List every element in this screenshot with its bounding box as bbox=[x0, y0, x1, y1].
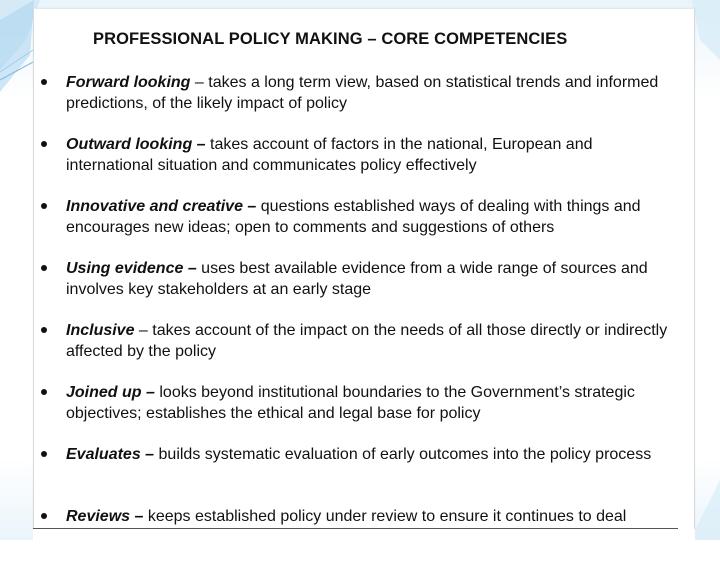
bullet-icon bbox=[41, 203, 47, 209]
bullet-icon bbox=[41, 389, 47, 395]
competency-term: Innovative and creative – bbox=[66, 198, 257, 215]
bullet-icon bbox=[41, 451, 47, 457]
list-item bbox=[38, 72, 678, 134]
page-bottom-mask bbox=[33, 529, 695, 540]
competency-description: looks beyond institutional boundaries to the Government’s strategic objectives; establishes the ethical and legal base for policy bbox=[66, 384, 635, 422]
competency-list bbox=[38, 72, 678, 568]
list-item bbox=[38, 258, 678, 320]
list-item bbox=[38, 444, 678, 506]
bullet-icon bbox=[41, 327, 47, 333]
competency-term: Forward looking bbox=[66, 74, 191, 91]
list-item bbox=[38, 134, 678, 196]
competency-description: takes account of factors in the national, European and international situation and communicates policy effectively bbox=[66, 136, 593, 174]
bullet-icon bbox=[41, 513, 47, 519]
competency-term: Reviews – bbox=[66, 508, 144, 525]
bullet-icon bbox=[41, 265, 47, 271]
document-bottom-rule bbox=[33, 528, 678, 529]
bullet-icon bbox=[41, 79, 47, 85]
competency-description: uses best available evidence from a wide range of sources and involves key stakeholders at an early stage bbox=[66, 260, 648, 298]
competency-term: Inclusive bbox=[66, 322, 135, 339]
competency-term: Joined up – bbox=[66, 384, 155, 401]
term-separator: – bbox=[190, 74, 209, 91]
competency-description: questions established ways of dealing with things and encourages new ideas; open to comments and suggestions of others bbox=[66, 198, 641, 236]
competency-description: builds systematic evaluation of early outcomes into the policy process bbox=[158, 446, 652, 463]
competency-description: keeps established policy under review to ensure it continues to deal bbox=[147, 508, 627, 525]
term-separator: – bbox=[134, 322, 153, 339]
competency-description: takes account of the impact on the needs of all those directly or indirectly affected by the policy bbox=[66, 322, 668, 360]
competency-term: Using evidence – bbox=[66, 260, 197, 277]
competency-description: takes a long term view, based on statistical trends and informed predictions, of the likely impact of policy bbox=[66, 74, 659, 112]
list-item bbox=[38, 196, 678, 258]
document-title: PROFESSIONAL POLICY MAKING – CORE COMPETENCIES bbox=[93, 30, 568, 48]
list-item bbox=[38, 320, 678, 382]
list-item bbox=[38, 382, 678, 444]
bullet-icon bbox=[41, 141, 47, 147]
competency-term: Outward looking – bbox=[66, 136, 206, 153]
competency-term: Evaluates – bbox=[66, 446, 155, 463]
